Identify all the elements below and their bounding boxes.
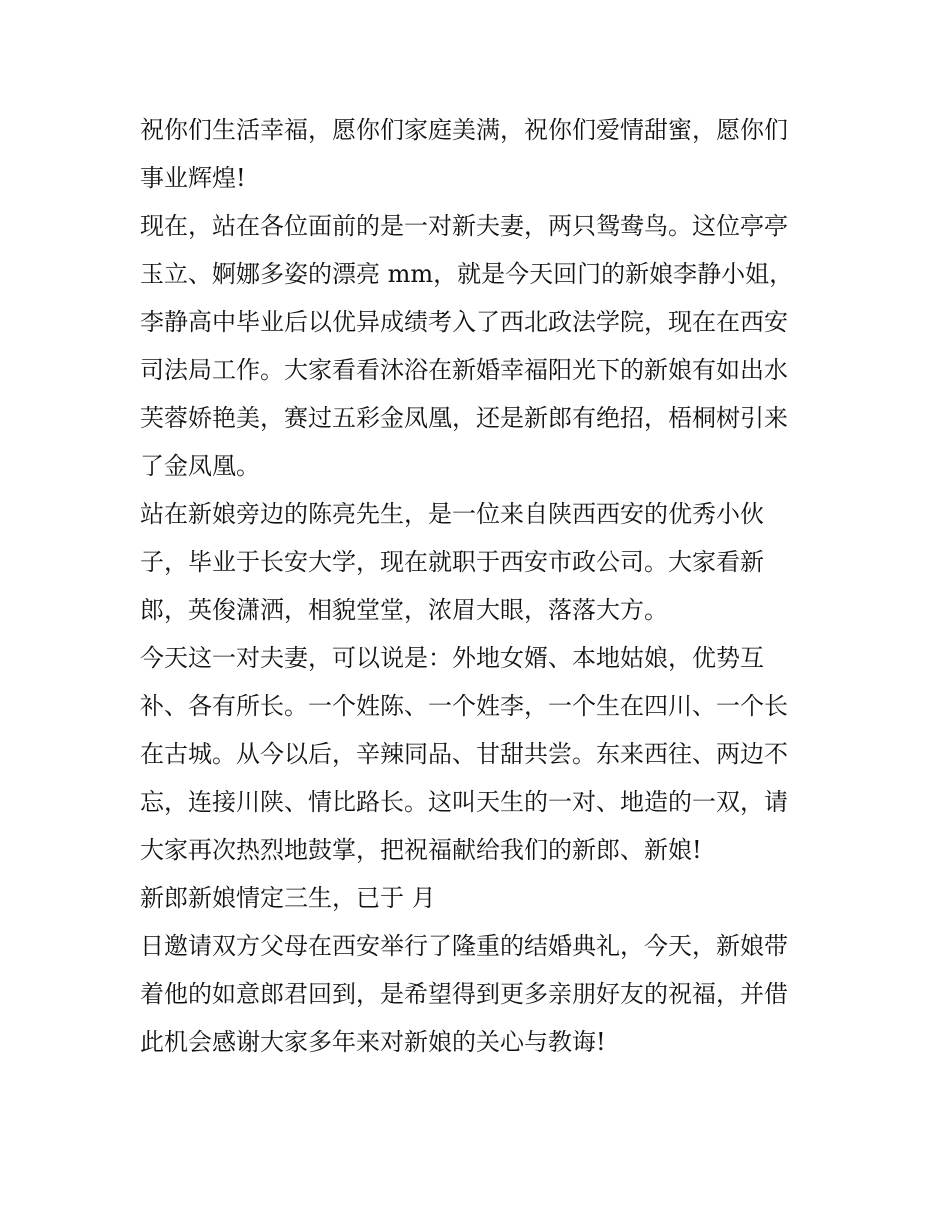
text-line: 在古城。从今以后，辛辣同品、甘甜共尝。东来西往、两边不 bbox=[140, 740, 788, 768]
text-line: 事业辉煌! bbox=[140, 164, 246, 192]
text-line: 大家再次热烈地鼓掌，把祝福献给我们的新郎、新娘! bbox=[140, 836, 702, 864]
text-line: 补、各有所长。一个姓陈、一个姓李，一个生在四川、一个长 bbox=[140, 692, 788, 720]
text-line: 日邀请双方父母在西安举行了隆重的结婚典礼，今天，新娘带 bbox=[140, 932, 788, 960]
text-line: 李静高中毕业后以优异成绩考入了西北政法学院，现在在西安 bbox=[140, 308, 788, 336]
text-line: 郎，英俊潇洒，相貌堂堂，浓眉大眼，落落大方。 bbox=[140, 596, 668, 624]
text-line: 了金凤凰。 bbox=[140, 452, 260, 480]
text-line: 祝你们生活幸福，愿你们家庭美满，祝你们爱情甜蜜，愿你们 bbox=[140, 116, 788, 144]
text-line: 今天这一对夫妻，可以说是：外地女婿、本地姑娘，优势互 bbox=[140, 644, 764, 672]
text-line: 玉立、婀娜多姿的漂亮 mm，就是今天回门的新娘李静小姐， bbox=[140, 260, 794, 288]
text-line: 司法局工作。大家看看沐浴在新婚幸福阳光下的新娘有如出水 bbox=[140, 356, 788, 384]
text-line: 芙蓉娇艳美，赛过五彩金凤凰，还是新郎有绝招，梧桐树引来 bbox=[140, 404, 788, 432]
text-line: 子，毕业于长安大学，现在就职于西安市政公司。大家看新 bbox=[140, 548, 764, 576]
text-line: 站在新娘旁边的陈亮先生，是一位来自陕西西安的优秀小伙 bbox=[140, 500, 764, 528]
text-line: 着他的如意郎君回到，是希望得到更多亲朋好友的祝福，并借 bbox=[140, 980, 788, 1008]
text-line: 此机会感谢大家多年来对新娘的关心与教诲! bbox=[140, 1028, 606, 1056]
text-line: 新郎新娘情定三生，已于 月 bbox=[140, 884, 436, 912]
text-line: 忘，连接川陕、情比路长。这叫天生的一对、地造的一双，请 bbox=[140, 788, 788, 816]
text-line: 现在，站在各位面前的是一对新夫妻，两只鸳鸯鸟。这位亭亭 bbox=[140, 212, 788, 240]
document-body bbox=[140, 106, 820, 1066]
